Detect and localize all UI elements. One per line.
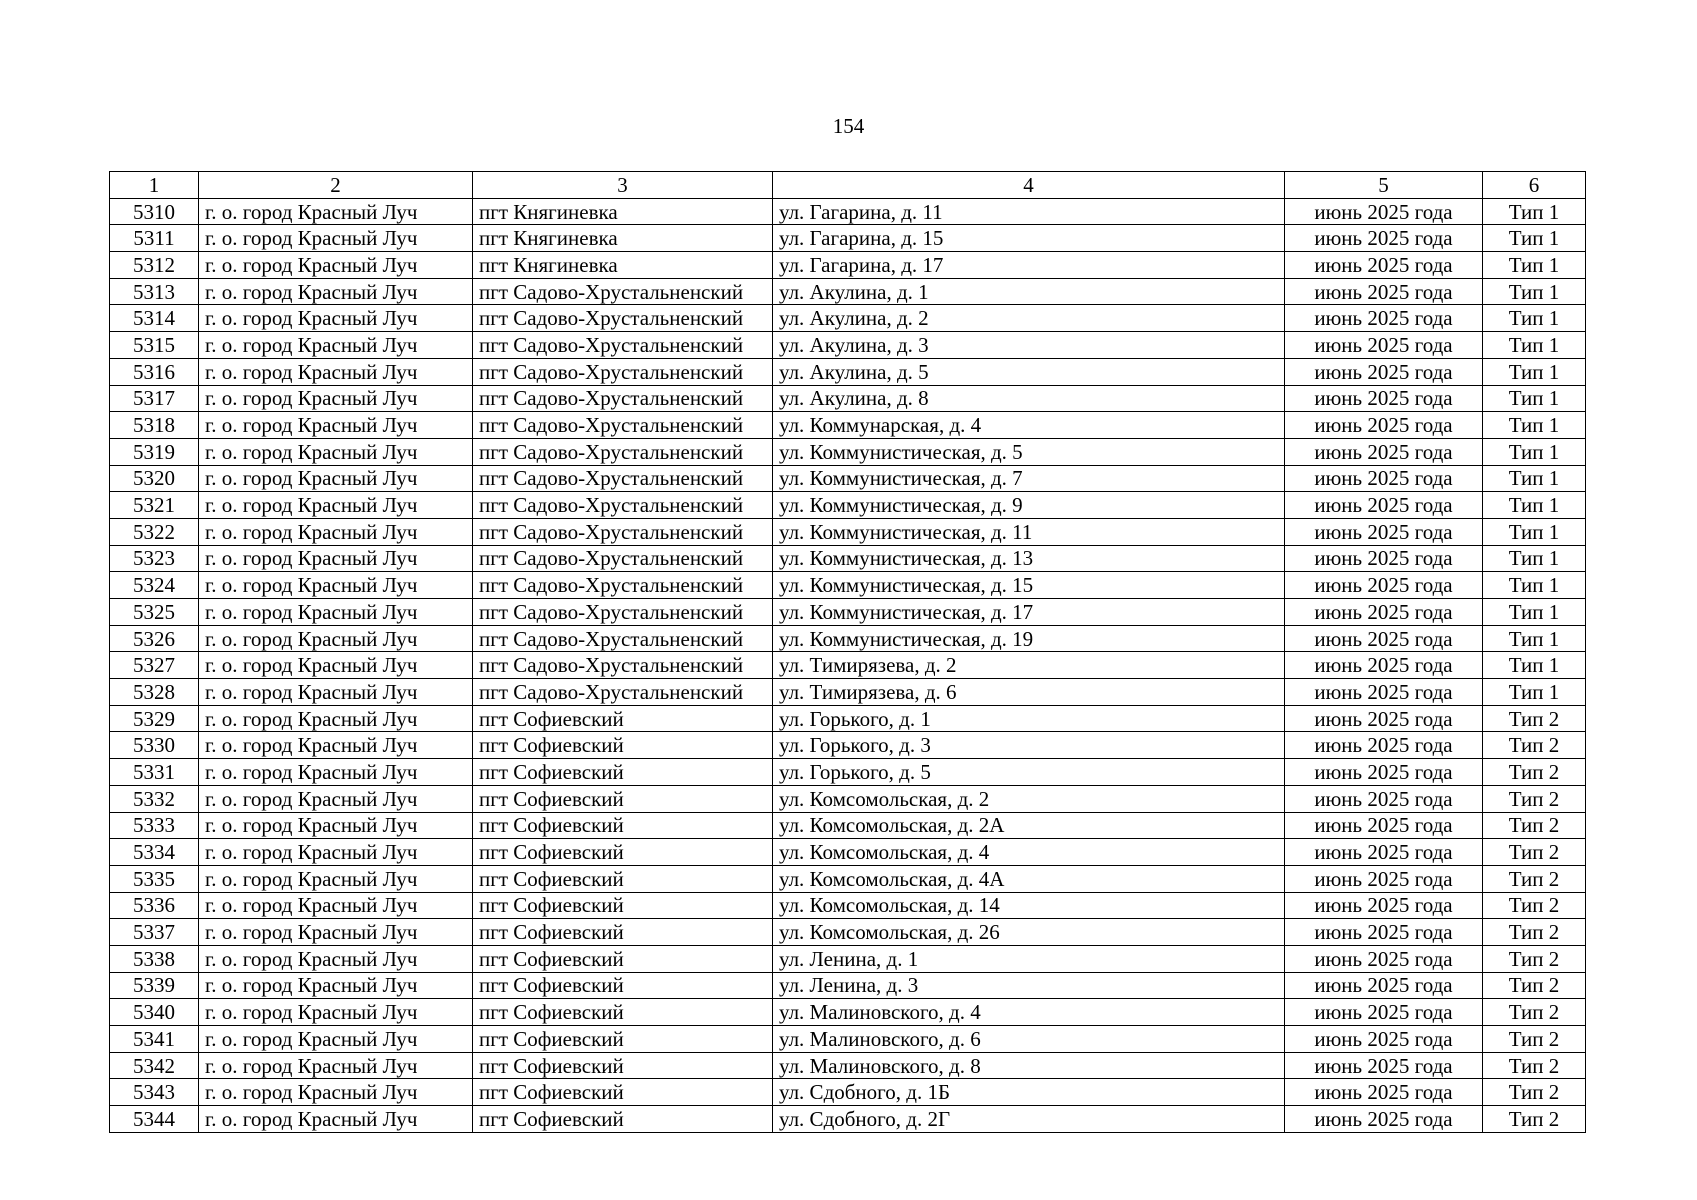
cell-municipality: г. о. город Красный Луч: [199, 919, 473, 946]
cell-settlement: пгт Софиевский: [473, 732, 773, 759]
cell-number: 5325: [110, 599, 199, 626]
table-row: [110, 252, 1586, 279]
table-row: [110, 732, 1586, 759]
cell-date: июнь 2025 года: [1285, 999, 1483, 1026]
table-row: [110, 278, 1586, 305]
table-row: [110, 572, 1586, 599]
cell-municipality: г. о. город Красный Луч: [199, 332, 473, 359]
cell-address: ул. Сдобного, д. 1Б: [773, 1079, 1285, 1106]
cell-type: Тип 2: [1483, 1026, 1586, 1053]
cell-date: июнь 2025 года: [1285, 839, 1483, 866]
table-row: [110, 599, 1586, 626]
cell-number: 5337: [110, 919, 199, 946]
cell-settlement: пгт Софиевский: [473, 1026, 773, 1053]
cell-number: 5329: [110, 705, 199, 732]
cell-settlement: пгт Софиевский: [473, 1052, 773, 1079]
cell-settlement: пгт Софиевский: [473, 812, 773, 839]
cell-type: Тип 1: [1483, 278, 1586, 305]
cell-address: ул. Гагарина, д. 15: [773, 225, 1285, 252]
cell-type: Тип 1: [1483, 652, 1586, 679]
cell-municipality: г. о. город Красный Луч: [199, 545, 473, 572]
cell-address: ул. Акулина, д. 5: [773, 358, 1285, 385]
cell-date: июнь 2025 года: [1285, 785, 1483, 812]
cell-municipality: г. о. город Красный Луч: [199, 732, 473, 759]
cell-address: ул. Комсомольская, д. 26: [773, 919, 1285, 946]
cell-number: 5332: [110, 785, 199, 812]
cell-address: ул. Гагарина, д. 17: [773, 252, 1285, 279]
cell-municipality: г. о. город Красный Луч: [199, 305, 473, 332]
cell-municipality: г. о. город Красный Луч: [199, 492, 473, 519]
cell-number: 5320: [110, 465, 199, 492]
cell-date: июнь 2025 года: [1285, 919, 1483, 946]
cell-date: июнь 2025 года: [1285, 332, 1483, 359]
cell-settlement: пгт Софиевский: [473, 919, 773, 946]
table-row: [110, 625, 1586, 652]
cell-date: июнь 2025 года: [1285, 252, 1483, 279]
cell-number: 5314: [110, 305, 199, 332]
cell-number: 5338: [110, 945, 199, 972]
table-row: [110, 812, 1586, 839]
cell-date: июнь 2025 года: [1285, 358, 1483, 385]
cell-number: 5330: [110, 732, 199, 759]
cell-type: Тип 1: [1483, 358, 1586, 385]
table-row: [110, 892, 1586, 919]
cell-date: июнь 2025 года: [1285, 305, 1483, 332]
cell-type: Тип 1: [1483, 332, 1586, 359]
table-row: [110, 358, 1586, 385]
cell-number: 5322: [110, 518, 199, 545]
cell-municipality: г. о. город Красный Луч: [199, 518, 473, 545]
cell-number: 5323: [110, 545, 199, 572]
cell-number: 5339: [110, 972, 199, 999]
table-row: [110, 679, 1586, 706]
cell-settlement: пгт Садово-Хрустальненский: [473, 332, 773, 359]
cell-address: ул. Акулина, д. 1: [773, 278, 1285, 305]
cell-settlement: пгт Княгиневка: [473, 252, 773, 279]
cell-address: ул. Комсомольская, д. 2: [773, 785, 1285, 812]
cell-municipality: г. о. город Красный Луч: [199, 278, 473, 305]
table-row: [110, 518, 1586, 545]
cell-address: ул. Акулина, д. 3: [773, 332, 1285, 359]
table-row: [110, 465, 1586, 492]
cell-settlement: пгт Садово-Хрустальненский: [473, 385, 773, 412]
cell-date: июнь 2025 года: [1285, 625, 1483, 652]
cell-type: Тип 1: [1483, 518, 1586, 545]
cell-settlement: пгт Софиевский: [473, 945, 773, 972]
header-col-4: 4: [773, 172, 1285, 199]
cell-settlement: пгт Софиевский: [473, 839, 773, 866]
table-row: [110, 332, 1586, 359]
cell-address: ул. Сдобного, д. 2Г: [773, 1106, 1285, 1133]
cell-number: 5312: [110, 252, 199, 279]
cell-type: Тип 2: [1483, 839, 1586, 866]
cell-address: ул. Горького, д. 5: [773, 759, 1285, 786]
cell-settlement: пгт Садово-Хрустальненский: [473, 305, 773, 332]
cell-settlement: пгт Княгиневка: [473, 198, 773, 225]
cell-municipality: г. о. город Красный Луч: [199, 1106, 473, 1133]
cell-type: Тип 1: [1483, 545, 1586, 572]
cell-date: июнь 2025 года: [1285, 705, 1483, 732]
cell-municipality: г. о. город Красный Луч: [199, 652, 473, 679]
cell-municipality: г. о. город Красный Луч: [199, 1026, 473, 1053]
header-row: [110, 172, 1586, 199]
cell-address: ул. Малиновского, д. 8: [773, 1052, 1285, 1079]
cell-type: Тип 2: [1483, 1079, 1586, 1106]
table-row: [110, 945, 1586, 972]
cell-address: ул. Комсомольская, д. 14: [773, 892, 1285, 919]
cell-municipality: г. о. город Красный Луч: [199, 679, 473, 706]
cell-date: июнь 2025 года: [1285, 759, 1483, 786]
cell-number: 5311: [110, 225, 199, 252]
cell-type: Тип 2: [1483, 999, 1586, 1026]
cell-address: ул. Малиновского, д. 4: [773, 999, 1285, 1026]
cell-number: 5344: [110, 1106, 199, 1133]
cell-date: июнь 2025 года: [1285, 278, 1483, 305]
cell-type: Тип 1: [1483, 412, 1586, 439]
cell-date: июнь 2025 года: [1285, 412, 1483, 439]
cell-number: 5315: [110, 332, 199, 359]
cell-date: июнь 2025 года: [1285, 812, 1483, 839]
cell-number: 5333: [110, 812, 199, 839]
cell-municipality: г. о. город Красный Луч: [199, 785, 473, 812]
table-body: [110, 198, 1586, 1132]
cell-address: ул. Коммунистическая, д. 15: [773, 572, 1285, 599]
cell-municipality: г. о. город Красный Луч: [199, 465, 473, 492]
cell-municipality: г. о. город Красный Луч: [199, 412, 473, 439]
cell-settlement: пгт Садово-Хрустальненский: [473, 412, 773, 439]
table-row: [110, 438, 1586, 465]
cell-settlement: пгт Садово-Хрустальненский: [473, 278, 773, 305]
table-row: [110, 759, 1586, 786]
cell-address: ул. Коммунистическая, д. 17: [773, 599, 1285, 626]
cell-type: Тип 2: [1483, 732, 1586, 759]
cell-municipality: г. о. город Красный Луч: [199, 972, 473, 999]
cell-number: 5343: [110, 1079, 199, 1106]
cell-date: июнь 2025 года: [1285, 438, 1483, 465]
cell-number: 5321: [110, 492, 199, 519]
cell-municipality: г. о. город Красный Луч: [199, 599, 473, 626]
header-col-5: 5: [1285, 172, 1483, 199]
cell-municipality: г. о. город Красный Луч: [199, 198, 473, 225]
cell-municipality: г. о. город Красный Луч: [199, 839, 473, 866]
cell-address: ул. Горького, д. 1: [773, 705, 1285, 732]
table-row: [110, 705, 1586, 732]
cell-settlement: пгт Садово-Хрустальненский: [473, 625, 773, 652]
cell-number: 5336: [110, 892, 199, 919]
cell-settlement: пгт Садово-Хрустальненский: [473, 492, 773, 519]
cell-municipality: г. о. город Красный Луч: [199, 1079, 473, 1106]
cell-type: Тип 1: [1483, 438, 1586, 465]
cell-address: ул. Комсомольская, д. 4А: [773, 865, 1285, 892]
cell-address: ул. Малиновского, д. 6: [773, 1026, 1285, 1053]
cell-municipality: г. о. город Красный Луч: [199, 999, 473, 1026]
cell-date: июнь 2025 года: [1285, 892, 1483, 919]
table-row: [110, 1026, 1586, 1053]
cell-municipality: г. о. город Красный Луч: [199, 572, 473, 599]
cell-number: 5342: [110, 1052, 199, 1079]
cell-type: Тип 2: [1483, 892, 1586, 919]
cell-date: июнь 2025 года: [1285, 1079, 1483, 1106]
cell-date: июнь 2025 года: [1285, 198, 1483, 225]
table-row: [110, 305, 1586, 332]
cell-date: июнь 2025 года: [1285, 599, 1483, 626]
cell-settlement: пгт Садово-Хрустальненский: [473, 652, 773, 679]
cell-number: 5331: [110, 759, 199, 786]
cell-settlement: пгт Садово-Хрустальненский: [473, 679, 773, 706]
header-col-3: 3: [473, 172, 773, 199]
cell-number: 5316: [110, 358, 199, 385]
cell-date: июнь 2025 года: [1285, 385, 1483, 412]
cell-settlement: пгт Садово-Хрустальненский: [473, 545, 773, 572]
cell-date: июнь 2025 года: [1285, 679, 1483, 706]
cell-settlement: пгт Садово-Хрустальненский: [473, 599, 773, 626]
cell-address: ул. Акулина, д. 8: [773, 385, 1285, 412]
cell-type: Тип 2: [1483, 785, 1586, 812]
cell-number: 5328: [110, 679, 199, 706]
table-row: [110, 999, 1586, 1026]
cell-number: 5324: [110, 572, 199, 599]
cell-date: июнь 2025 года: [1285, 465, 1483, 492]
cell-address: ул. Коммунарская, д. 4: [773, 412, 1285, 439]
cell-address: ул. Комсомольская, д. 2А: [773, 812, 1285, 839]
table-header: [110, 172, 1586, 199]
cell-address: ул. Комсомольская, д. 4: [773, 839, 1285, 866]
table-row: [110, 1052, 1586, 1079]
cell-address: ул. Ленина, д. 3: [773, 972, 1285, 999]
table-row: [110, 225, 1586, 252]
cell-settlement: пгт Софиевский: [473, 705, 773, 732]
table-row: [110, 652, 1586, 679]
cell-type: Тип 1: [1483, 252, 1586, 279]
cell-address: ул. Акулина, д. 2: [773, 305, 1285, 332]
cell-type: Тип 2: [1483, 865, 1586, 892]
cell-type: Тип 1: [1483, 385, 1586, 412]
cell-date: июнь 2025 года: [1285, 865, 1483, 892]
cell-settlement: пгт Садово-Хрустальненский: [473, 438, 773, 465]
cell-type: Тип 2: [1483, 972, 1586, 999]
cell-number: 5334: [110, 839, 199, 866]
cell-type: Тип 1: [1483, 198, 1586, 225]
cell-address: ул. Гагарина, д. 11: [773, 198, 1285, 225]
data-table: [109, 171, 1586, 1133]
table-row: [110, 972, 1586, 999]
table-row: [110, 385, 1586, 412]
cell-settlement: пгт Садово-Хрустальненский: [473, 358, 773, 385]
table-row: [110, 1106, 1586, 1133]
cell-municipality: г. о. город Красный Луч: [199, 1052, 473, 1079]
cell-date: июнь 2025 года: [1285, 518, 1483, 545]
cell-number: 5335: [110, 865, 199, 892]
cell-municipality: г. о. город Красный Луч: [199, 892, 473, 919]
cell-type: Тип 1: [1483, 305, 1586, 332]
cell-address: ул. Коммунистическая, д. 7: [773, 465, 1285, 492]
table-row: [110, 785, 1586, 812]
cell-municipality: г. о. город Красный Луч: [199, 252, 473, 279]
table-row: [110, 839, 1586, 866]
cell-address: ул. Коммунистическая, д. 19: [773, 625, 1285, 652]
cell-settlement: пгт Садово-Хрустальненский: [473, 572, 773, 599]
table-row: [110, 412, 1586, 439]
cell-date: июнь 2025 года: [1285, 1106, 1483, 1133]
cell-type: Тип 1: [1483, 572, 1586, 599]
cell-type: Тип 1: [1483, 599, 1586, 626]
cell-date: июнь 2025 года: [1285, 732, 1483, 759]
cell-number: 5327: [110, 652, 199, 679]
cell-type: Тип 2: [1483, 705, 1586, 732]
header-col-6: 6: [1483, 172, 1586, 199]
cell-settlement: пгт Садово-Хрустальненский: [473, 518, 773, 545]
cell-number: 5310: [110, 198, 199, 225]
cell-settlement: пгт Садово-Хрустальненский: [473, 465, 773, 492]
cell-settlement: пгт Софиевский: [473, 785, 773, 812]
cell-municipality: г. о. город Красный Луч: [199, 812, 473, 839]
cell-municipality: г. о. город Красный Луч: [199, 438, 473, 465]
cell-type: Тип 1: [1483, 465, 1586, 492]
cell-municipality: г. о. город Красный Луч: [199, 865, 473, 892]
cell-number: 5326: [110, 625, 199, 652]
cell-type: Тип 1: [1483, 625, 1586, 652]
cell-date: июнь 2025 года: [1285, 492, 1483, 519]
cell-municipality: г. о. город Красный Луч: [199, 358, 473, 385]
cell-address: ул. Коммунистическая, д. 5: [773, 438, 1285, 465]
table-row: [110, 198, 1586, 225]
cell-municipality: г. о. город Красный Луч: [199, 625, 473, 652]
cell-date: июнь 2025 года: [1285, 1052, 1483, 1079]
table-row: [110, 919, 1586, 946]
cell-settlement: пгт Княгиневка: [473, 225, 773, 252]
cell-date: июнь 2025 года: [1285, 545, 1483, 572]
cell-type: Тип 2: [1483, 945, 1586, 972]
cell-type: Тип 1: [1483, 225, 1586, 252]
cell-type: Тип 2: [1483, 812, 1586, 839]
cell-address: ул. Коммунистическая, д. 13: [773, 545, 1285, 572]
cell-address: ул. Тимирязева, д. 2: [773, 652, 1285, 679]
cell-type: Тип 2: [1483, 1052, 1586, 1079]
cell-date: июнь 2025 года: [1285, 972, 1483, 999]
cell-settlement: пгт Софиевский: [473, 1106, 773, 1133]
cell-municipality: г. о. город Красный Луч: [199, 705, 473, 732]
cell-address: ул. Коммунистическая, д. 11: [773, 518, 1285, 545]
cell-municipality: г. о. город Красный Луч: [199, 945, 473, 972]
header-col-1: 1: [110, 172, 199, 199]
cell-date: июнь 2025 года: [1285, 652, 1483, 679]
cell-settlement: пгт Софиевский: [473, 999, 773, 1026]
cell-municipality: г. о. город Красный Луч: [199, 385, 473, 412]
cell-number: 5318: [110, 412, 199, 439]
cell-address: ул. Ленина, д. 1: [773, 945, 1285, 972]
cell-date: июнь 2025 года: [1285, 225, 1483, 252]
table-row: [110, 865, 1586, 892]
page-number: 154: [832, 114, 865, 138]
cell-type: Тип 2: [1483, 1106, 1586, 1133]
cell-settlement: пгт Софиевский: [473, 865, 773, 892]
cell-type: Тип 1: [1483, 492, 1586, 519]
cell-settlement: пгт Софиевский: [473, 759, 773, 786]
cell-number: 5340: [110, 999, 199, 1026]
cell-date: июнь 2025 года: [1285, 572, 1483, 599]
cell-number: 5313: [110, 278, 199, 305]
cell-settlement: пгт Софиевский: [473, 1079, 773, 1106]
cell-type: Тип 2: [1483, 759, 1586, 786]
cell-municipality: г. о. город Красный Луч: [199, 225, 473, 252]
cell-type: Тип 2: [1483, 919, 1586, 946]
cell-date: июнь 2025 года: [1285, 945, 1483, 972]
cell-settlement: пгт Софиевский: [473, 892, 773, 919]
cell-type: Тип 1: [1483, 679, 1586, 706]
cell-address: ул. Горького, д. 3: [773, 732, 1285, 759]
cell-number: 5341: [110, 1026, 199, 1053]
cell-number: 5317: [110, 385, 199, 412]
cell-address: ул. Тимирязева, д. 6: [773, 679, 1285, 706]
cell-settlement: пгт Софиевский: [473, 972, 773, 999]
table-row: [110, 545, 1586, 572]
cell-address: ул. Коммунистическая, д. 9: [773, 492, 1285, 519]
table-row: [110, 1079, 1586, 1106]
cell-number: 5319: [110, 438, 199, 465]
cell-municipality: г. о. город Красный Луч: [199, 759, 473, 786]
header-col-2: 2: [199, 172, 473, 199]
table-row: [110, 492, 1586, 519]
cell-date: июнь 2025 года: [1285, 1026, 1483, 1053]
